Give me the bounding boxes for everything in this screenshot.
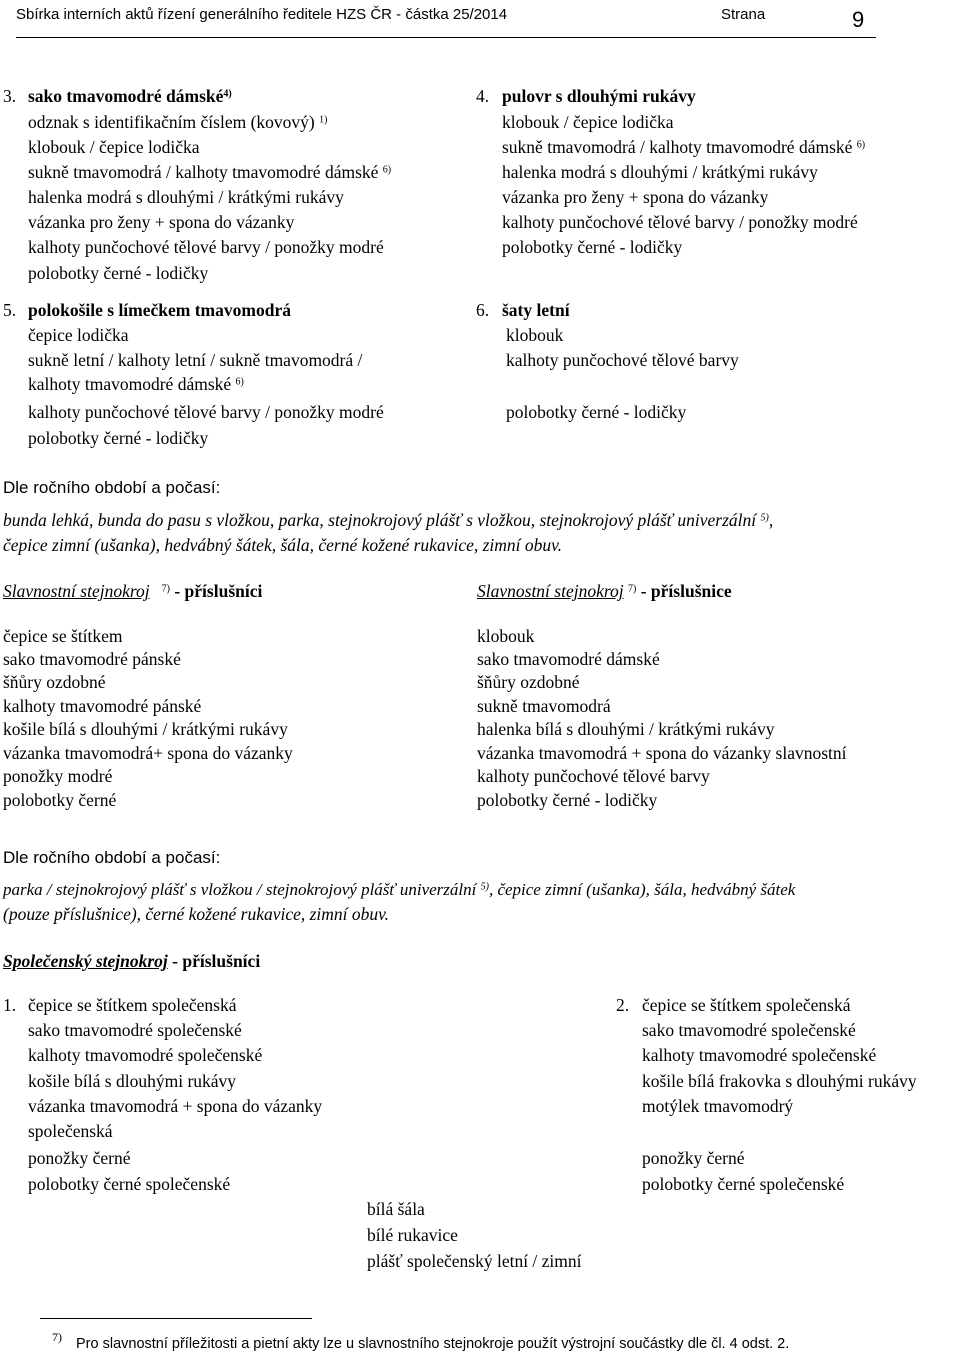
list-item: halenka bílá s dlouhými / krátkými rukávy — [477, 719, 775, 739]
section-title: Slavnostní stejnokroj $^{7)}$ - příslušnice — [477, 581, 732, 601]
list-item: bílá šála — [367, 1199, 425, 1219]
list-item: sako tmavomodré společenské — [642, 1020, 856, 1040]
list-item: kalhoty tmavomodré společenské — [642, 1045, 877, 1065]
list-item: vázanka tmavomodrá + spona do vázanky slavnostní — [477, 743, 847, 763]
header-page-number: 9 — [852, 7, 865, 32]
list-item: sako tmavomodré pánské — [3, 649, 181, 669]
list-item: klobouk / čepice lodička — [28, 137, 200, 157]
section-number: 5. — [3, 300, 17, 320]
section-title — [28, 86, 232, 107]
list-item: kalhoty tmavomodré společenské — [28, 1045, 263, 1065]
header-rule — [16, 37, 876, 38]
list-item: motýlek tmavomodrý — [642, 1096, 794, 1116]
list-item: kalhoty tmavomodré dámské $^{6)}$ — [28, 374, 244, 394]
section-number: 1. — [3, 995, 17, 1015]
list-item: ponožky černé — [642, 1148, 745, 1168]
list-item: plášť společenský letní / zimní — [367, 1251, 582, 1271]
list-item: bílé rukavice — [367, 1225, 458, 1245]
list-item: halenka modrá s dlouhými / krátkými rukávy — [28, 187, 344, 207]
list-item: polobotky černé - lodičky — [28, 428, 209, 448]
list-item: sukně tmavomodrá / kalhoty tmavomodré dámské $^{6)}$ — [502, 137, 866, 157]
section-title: šaty letní — [502, 300, 570, 320]
footnote-mark: 7) — [52, 1330, 62, 1344]
season-text-line: parka / stejnokrojový plášť s vložkou / stejnokrojový plášť univerzální $^{5)}$, čepice zimní (ušanka), šála, hedvábný šátek — [3, 880, 796, 899]
list-item: polobotky černé společenské — [28, 1174, 231, 1194]
list-item: sukně tmavomodrá — [477, 696, 611, 716]
footnote-ref: 4) — [223, 88, 232, 100]
season-text-line: čepice zimní (ušanka), hedvábný šátek, šála, černé kožené rukavice, zimní obuv. — [3, 535, 563, 555]
section-number: 4. — [476, 86, 490, 106]
list-item: košile bílá frakovka s dlouhými rukávy — [642, 1071, 917, 1091]
section-number: 2. — [616, 995, 630, 1015]
list-item: sako tmavomodré společenské — [28, 1020, 242, 1040]
section-number: 3. — [3, 86, 17, 106]
list-item: šňůry ozdobné — [477, 672, 580, 692]
list-item: polobotky černé - lodičky — [506, 402, 687, 422]
list-item: ponožky černé — [28, 1148, 131, 1168]
season-text-line: (pouze příslušnice), černé kožené rukavice, zimní obuv. — [3, 904, 390, 924]
section-title: Slavnostní stejnokroj $^{7)}$ - příslušníci — [3, 581, 263, 601]
list-item: sukně letní / kalhoty letní / sukně tmavomodrá / — [28, 350, 363, 370]
list-item: ponožky modré — [3, 766, 113, 786]
list-item: polobotky černé společenské — [642, 1174, 845, 1194]
list-item: kalhoty punčochové tělové barvy / ponožky modré — [502, 212, 858, 232]
list-item: košile bílá s dlouhými / krátkými rukávy — [3, 719, 288, 739]
list-item: čepice lodička — [28, 325, 129, 345]
list-item: klobouk — [477, 626, 535, 646]
season-text-line: bunda lehká, bunda do pasu s vložkou, parka, stejnokrojový plášť s vložkou, stejnokrojový plášť univerzální $^{5)}$, — [3, 510, 774, 530]
list-item: klobouk / čepice lodička — [502, 112, 674, 132]
list-item: halenka modrá s dlouhými / krátkými rukávy — [502, 162, 818, 182]
header-title: Sbírka interních aktů řízení generálního ředitele HZS ČR - částka 25/2014 — [16, 6, 508, 23]
list-item: šňůry ozdobné — [3, 672, 106, 692]
list-item: čepice se štítkem společenská — [642, 995, 851, 1015]
section-title: polokošile s límečkem tmavomodrá — [28, 300, 291, 320]
list-item: čepice se štítkem společenská — [28, 995, 237, 1015]
list-item: společenská — [28, 1121, 113, 1141]
list-item: vázanka tmavomodrá + spona do vázanky — [28, 1096, 323, 1116]
season-heading: Dle ročního období a počasí: — [3, 478, 221, 497]
section-title: pulovr s dlouhými rukávy — [502, 86, 696, 106]
list-item: čepice se štítkem — [3, 626, 123, 646]
list-item: polobotky černé — [3, 790, 117, 810]
list-item: sukně tmavomodrá / kalhoty tmavomodré dámské $^{6)}$ — [28, 162, 392, 182]
season-heading: Dle ročního období a počasí: — [3, 848, 221, 867]
list-item: kalhoty punčochové tělové barvy / ponožky modré — [28, 237, 384, 257]
list-item: vázanka pro ženy + spona do vázanky — [502, 187, 769, 207]
list-item: odznak s identifikačním číslem (kovový) $^{1)}$ — [28, 112, 328, 132]
section-title-text: sako tmavomodré dámské — [28, 86, 224, 106]
footnote-text: Pro slavnostní příležitosti a pietní akty lze u slavnostního stejnokroje použít výstrojní součástky dle čl. 4 odst. 2. — [76, 1336, 790, 1352]
footnote-rule — [40, 1318, 312, 1319]
list-item: kalhoty tmavomodré pánské — [3, 696, 202, 716]
header-page-label: Strana — [721, 6, 766, 23]
list-item: vázanka pro ženy + spona do vázanky — [28, 212, 295, 232]
section-title: Společenský stejnokroj - příslušníci — [3, 951, 261, 971]
list-item: polobotky černé - lodičky — [477, 790, 658, 810]
list-item: kalhoty punčochové tělové barvy — [506, 350, 739, 370]
list-item: košile bílá s dlouhými rukávy — [28, 1071, 237, 1091]
list-item: vázanka tmavomodrá+ spona do vázanky — [3, 743, 293, 763]
list-item: polobotky černé - lodičky — [28, 263, 209, 283]
list-item: klobouk — [506, 325, 564, 345]
list-item: kalhoty punčochové tělové barvy — [477, 766, 710, 786]
list-item: polobotky černé - lodičky — [502, 237, 683, 257]
section-number: 6. — [476, 300, 490, 320]
list-item: sako tmavomodré dámské — [477, 649, 660, 669]
list-item: kalhoty punčochové tělové barvy / ponožky modré — [28, 402, 384, 422]
